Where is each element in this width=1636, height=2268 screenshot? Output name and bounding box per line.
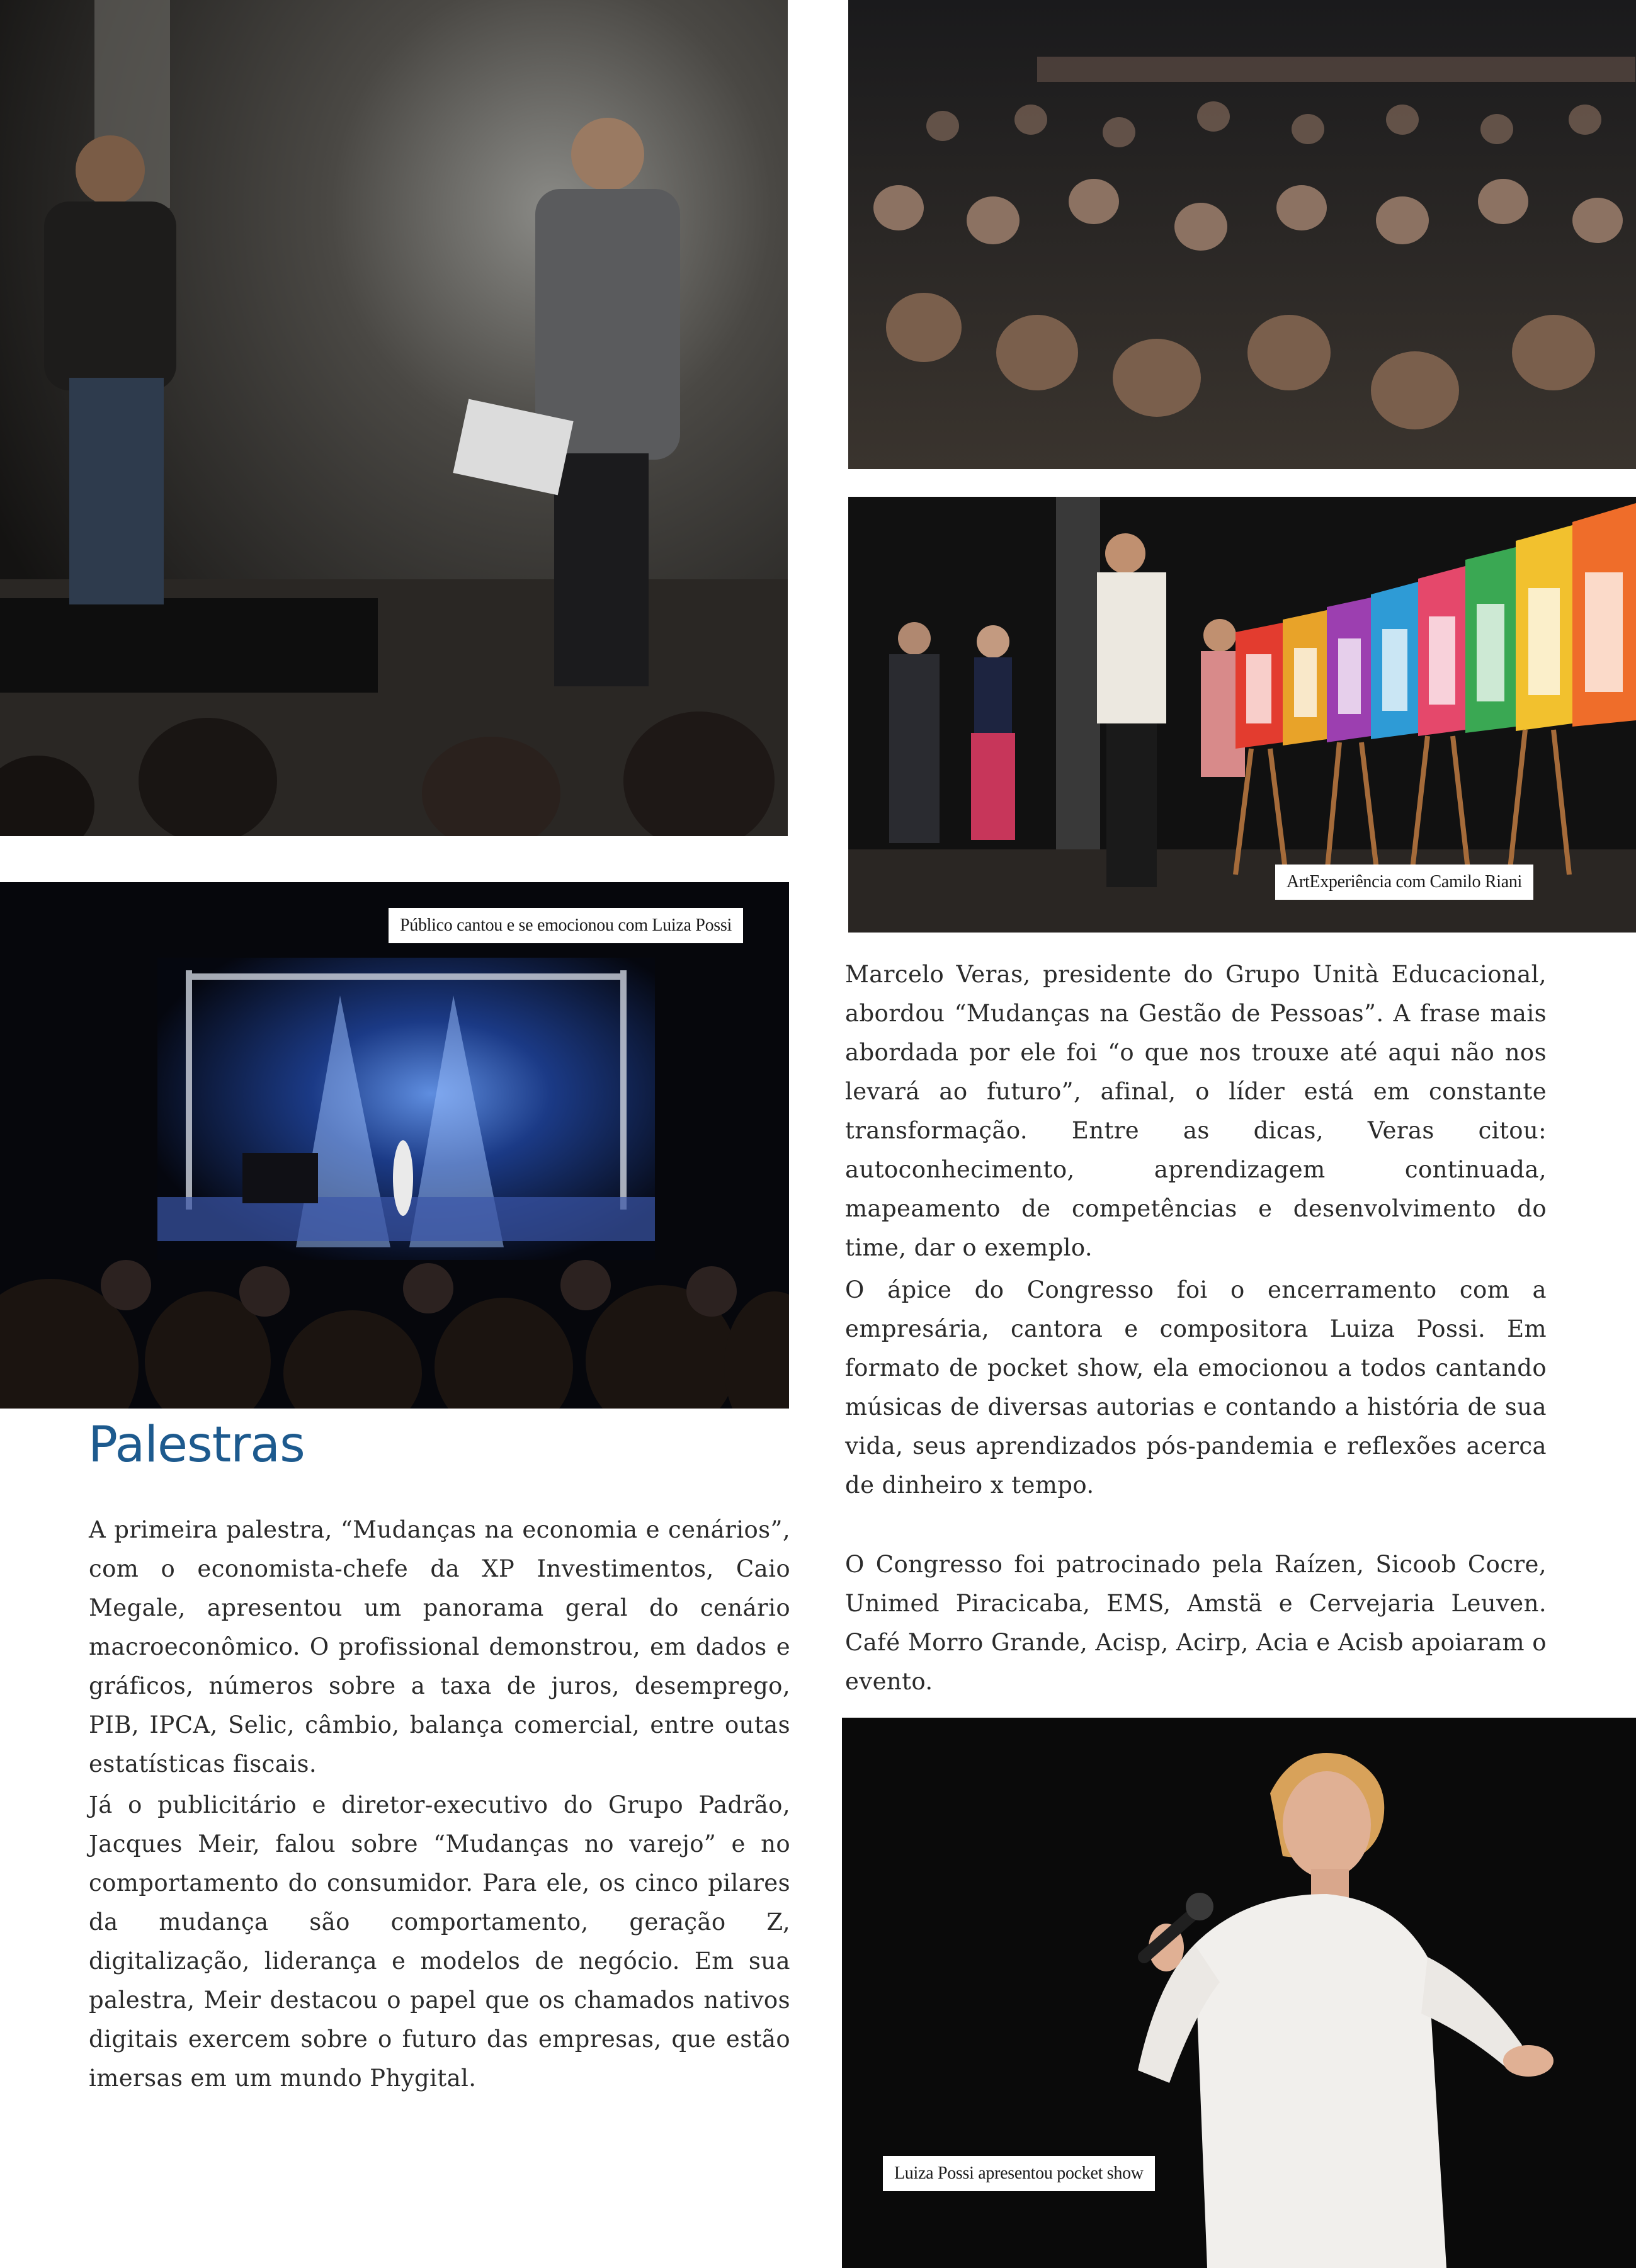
section-heading: Palestras: [88, 1417, 305, 1473]
right-paragraph-2: O ápice do Congresso foi o encerramento com a empresária, cantora e compositora Luiza Possi. Em formato de pocket show, ela emocionou a todos cantando músicas de diversas autorias e contando a história de sua vida, seus aprendizados pós-pandemia e reflexões acerca de dinheiro x tempo.: [845, 1276, 1547, 1499]
audience-image: [848, 0, 1636, 469]
left-paragraph-1: A primeira palestra, “Mudanças na economia e cenários”, com o economista-chefe da XP Investimentos, Caio Megale, apresentou um panorama geral do cenário macroeconômico. O profissional demonstrou, em dados e gráficos, números sobre a taxa de juros, desemprego, PIB, IPCA, Selic, câmbio, balança comercial, entre outas estatísticas fiscais.: [89, 1516, 790, 1778]
stage-speakers-image: [0, 0, 788, 836]
photo-audience: [848, 0, 1636, 469]
photo-concert: [0, 882, 789, 1409]
caption-art-experience: ArtExperiência com Camilo Riani: [1275, 865, 1533, 900]
left-paragraph-2: Já o publicitário e diretor-executivo do Grupo Padrão, Jacques Meir, falou sobre “Mudanças no varejo” e no comportamento do consumidor. Para ele, os cinco pilares da mudança são comportamento, geração Z, digitalização, liderança e modelos de negócio. Em sua palestra, Meir destacou o papel que os chamados nativos digitais exercem sobre o futuro das empresas, que estão imersas em um mundo Phygital.: [89, 1791, 790, 2092]
concert-image: [0, 882, 789, 1409]
caption-concert: Público cantou e se emocionou com Luiza Possi: [389, 908, 743, 943]
right-paragraph-3: O Congresso foi patrocinado pela Raízen, Sicoob Cocre, Unimed Piracicaba, EMS, Amstä e Cervejaria Leuven. Café Morro Grande, Acisp, Acirp, Acia e Acisb apoiaram o evento.: [845, 1551, 1547, 1695]
photo-stage-speakers: [0, 0, 788, 836]
caption-pocket-show: Luiza Possi apresentou pocket show: [883, 2156, 1155, 2191]
right-paragraph-1: Marcelo Veras, presidente do Grupo Unità Educacional, abordou “Mudanças na Gestão de Pessoas”. A frase mais abordada por ele foi “o que nos trouxe até aqui não nos levará ao futuro”, afinal, o líder está em constante transformação. Entre as dicas, Veras citou: autoconhecimento, aprendizagem continuada, mapeamento de competências e desenvolvimento do time, dar o exemplo.: [845, 961, 1547, 1261]
